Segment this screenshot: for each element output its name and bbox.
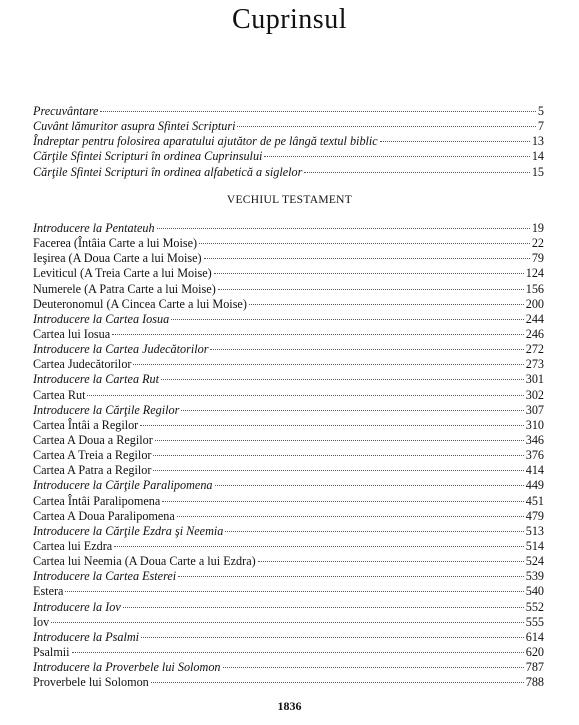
- toc-entry[interactable]: [33, 494, 544, 509]
- toc-entry-title: Iov: [33, 614, 50, 629]
- toc-entry[interactable]: [33, 645, 544, 660]
- toc-entry-page: 307: [525, 402, 544, 417]
- toc-entry-title: Introducere la Psalmi: [33, 629, 140, 644]
- old-testament-list: [33, 221, 544, 690]
- dot-leader: [153, 470, 523, 471]
- toc-entry-page: 787: [525, 660, 544, 675]
- toc-entry[interactable]: [33, 165, 544, 180]
- toc-entry[interactable]: [33, 675, 544, 690]
- toc-entry-title: Introducere la Cartea Iosua: [33, 311, 170, 326]
- toc-entry[interactable]: [33, 433, 544, 448]
- toc-entry-title: Cartea Întâi a Regilor: [33, 417, 139, 432]
- toc-entry-page: 14: [531, 149, 544, 164]
- toc-entry-title: Precuvântare: [33, 104, 99, 118]
- dot-leader: [51, 622, 523, 623]
- toc-entry-page: 13: [531, 134, 544, 149]
- toc-entry-title: Introducere la Cartea Judecătorilor: [33, 342, 209, 357]
- toc-entry-title: Introducere la Pentateuh: [33, 221, 155, 235]
- dot-leader: [171, 319, 524, 320]
- dot-leader: [87, 395, 523, 396]
- dot-leader: [162, 501, 523, 502]
- dot-leader: [178, 576, 524, 577]
- toc-entry-title: Introducere la Cărţile Regilor: [33, 402, 180, 417]
- toc-entry-title: Facerea (Întâia Carte a lui Moise): [33, 236, 198, 251]
- dot-leader: [380, 141, 530, 142]
- toc-entry-title: Cartea A Treia a Regilor: [33, 448, 152, 463]
- toc-entry-title: Îndreptar pentru folosirea aparatului ajutător de pe lângă textul biblic: [33, 134, 378, 149]
- dot-leader: [72, 652, 524, 653]
- toc-entry[interactable]: [33, 554, 544, 569]
- dot-leader: [123, 607, 524, 608]
- dot-leader: [210, 349, 523, 350]
- toc-entry-title: Cartea Întâi Paralipomena: [33, 493, 161, 508]
- toc-entry-title: Cărţile Sfintei Scripturi în ordinea Cuprinsului: [33, 149, 263, 164]
- toc-entry[interactable]: [33, 448, 544, 463]
- toc-entry-page: 7: [537, 119, 544, 134]
- toc-entry[interactable]: [33, 342, 544, 357]
- dot-leader: [177, 516, 524, 517]
- toc-entry-page: 246: [525, 326, 544, 341]
- toc-entry-page: 376: [525, 448, 544, 463]
- toc-entry-page: 19: [531, 221, 544, 235]
- toc-entry[interactable]: [33, 149, 544, 164]
- toc-entry-title: Introducere la Cărţile Ezdra şi Neemia: [33, 523, 224, 538]
- dot-leader: [157, 228, 530, 229]
- dot-leader: [140, 425, 523, 426]
- dot-leader: [225, 531, 523, 532]
- dot-leader: [65, 591, 523, 592]
- toc-entry-page: 272: [525, 342, 544, 357]
- toc-entry[interactable]: [33, 403, 544, 418]
- toc-entry-page: 552: [525, 599, 544, 614]
- toc-entry-page: 244: [525, 311, 544, 326]
- toc-entry[interactable]: [33, 524, 544, 539]
- toc-entry-page: 15: [531, 164, 544, 179]
- dot-leader: [100, 111, 535, 112]
- page-number: 1836: [277, 699, 302, 713]
- toc-entry[interactable]: [33, 236, 544, 251]
- toc-entry-page: 273: [525, 357, 544, 372]
- toc-entry[interactable]: [33, 119, 544, 134]
- toc-entry[interactable]: [33, 266, 544, 281]
- toc-entry-page: 620: [525, 644, 544, 659]
- toc-entry-page: 5: [537, 104, 544, 118]
- toc-entry[interactable]: [33, 297, 544, 312]
- toc-entry-title: Estera: [33, 584, 64, 599]
- toc-entry-page: 124: [525, 266, 544, 281]
- toc-entry[interactable]: [33, 372, 544, 387]
- dot-leader: [199, 243, 530, 244]
- toc-entry[interactable]: [33, 251, 544, 266]
- toc-entry-title: Cărţile Sfintei Scripturi în ordinea alfabetică a siglelor: [33, 164, 303, 179]
- dot-leader: [155, 440, 524, 441]
- toc-entry-title: Cartea lui Ezdra: [33, 538, 113, 553]
- toc-entry[interactable]: [33, 509, 544, 524]
- toc-entry[interactable]: [33, 357, 544, 372]
- toc-entry-page: 414: [525, 463, 544, 478]
- dot-leader: [264, 156, 529, 157]
- toc-entry-title: Cartea Judecătorilor: [33, 357, 132, 372]
- toc-entry-page: 79: [531, 251, 544, 266]
- toc-entry-title: Psalmii: [33, 644, 70, 659]
- toc-entry-title: Leviticul (A Treia Carte a lui Moise): [33, 266, 212, 281]
- toc-entry-title: Cartea lui Neemia (A Doua Carte a lui Ezdra): [33, 554, 256, 569]
- dot-leader: [112, 334, 524, 335]
- toc-entry[interactable]: [33, 282, 544, 297]
- toc-entry[interactable]: [33, 630, 544, 645]
- toc-entry[interactable]: [33, 600, 544, 615]
- dot-leader: [204, 258, 530, 259]
- toc-entry-title: Introducere la Cartea Rut: [33, 372, 160, 387]
- dot-leader: [258, 561, 524, 562]
- toc-entry[interactable]: [33, 134, 544, 149]
- toc-entry-page: 555: [525, 614, 544, 629]
- toc-entry-page: 449: [525, 478, 544, 493]
- toc-entry-page: 22: [531, 236, 544, 251]
- toc-entry[interactable]: [33, 615, 544, 630]
- toc-entry-page: 513: [525, 523, 544, 538]
- toc-entry[interactable]: [33, 584, 544, 599]
- toc-entry-page: 346: [525, 432, 544, 447]
- toc-entry-title: Proverbele lui Solomon: [33, 675, 149, 690]
- toc-entry[interactable]: [33, 312, 544, 327]
- dot-leader: [214, 273, 524, 274]
- toc-entry-title: Cartea A Doua Paralipomena: [33, 508, 175, 523]
- toc-entry-title: Introducere la Proverbele lui Solomon: [33, 660, 221, 675]
- dot-leader: [215, 485, 524, 486]
- toc-entry[interactable]: [33, 478, 544, 493]
- dot-leader: [237, 126, 535, 127]
- dot-leader: [249, 304, 524, 305]
- page-title: Cuprinsul: [232, 4, 347, 35]
- toc-entry[interactable]: [33, 463, 544, 478]
- dot-leader: [304, 172, 529, 173]
- toc-entry-page: 788: [525, 675, 544, 690]
- dot-leader: [218, 289, 524, 290]
- toc-entry-title: Cartea lui Iosua: [33, 326, 111, 341]
- toc-entry[interactable]: [33, 569, 544, 584]
- toc-entry-title: Cuvânt lămuritor asupra Sfintei Scripturi: [33, 119, 236, 134]
- toc-entry-page: 156: [525, 281, 544, 296]
- toc-entry-title: Introducere la Cartea Esterei: [33, 569, 177, 584]
- section-heading: VECHIUL TESTAMENT: [226, 194, 353, 206]
- toc-entry-title: Ieşirea (A Doua Carte a lui Moise): [33, 251, 202, 266]
- toc-entry[interactable]: [33, 104, 544, 119]
- dot-leader: [133, 364, 523, 365]
- toc-entry-page: 514: [525, 538, 544, 553]
- toc-entry[interactable]: [33, 221, 544, 236]
- toc-entry-page: 539: [525, 569, 544, 584]
- toc-entry-title: Introducere la Cărţile Paralipomena: [33, 478, 213, 493]
- dot-leader: [181, 410, 523, 411]
- toc-entry[interactable]: [33, 388, 544, 403]
- toc-entry-page: 479: [525, 508, 544, 523]
- toc-entry-page: 540: [525, 584, 544, 599]
- toc-entry-page: 524: [525, 554, 544, 569]
- toc-entry-title: Introducere la Iov: [33, 599, 121, 614]
- toc-entry-title: Cartea Rut: [33, 387, 86, 402]
- toc-entry[interactable]: [33, 539, 544, 554]
- dot-leader: [151, 682, 524, 683]
- toc-entry-title: Cartea A Doua a Regilor: [33, 432, 153, 447]
- dot-leader: [141, 637, 524, 638]
- toc-entry-page: 301: [525, 372, 544, 387]
- toc-entry-title: Cartea A Patra a Regilor: [33, 463, 152, 478]
- dot-leader: [223, 667, 524, 668]
- toc-entry[interactable]: [33, 418, 544, 433]
- dot-leader: [114, 546, 524, 547]
- front-matter-list: [33, 104, 544, 180]
- toc-entry-page: 451: [525, 493, 544, 508]
- toc-entry-page: 310: [525, 417, 544, 432]
- toc-entry-page: 614: [525, 629, 544, 644]
- toc-entry-page: 302: [525, 387, 544, 402]
- toc-entry[interactable]: [33, 327, 544, 342]
- toc-entry-title: Deuteronomul (A Cincea Carte a lui Moise): [33, 296, 247, 311]
- toc-entry[interactable]: [33, 660, 544, 675]
- dot-leader: [153, 455, 523, 456]
- toc-entry-page: 200: [525, 296, 544, 311]
- toc-entry-title: Numerele (A Patra Carte a lui Moise): [33, 281, 216, 296]
- dot-leader: [161, 379, 524, 380]
